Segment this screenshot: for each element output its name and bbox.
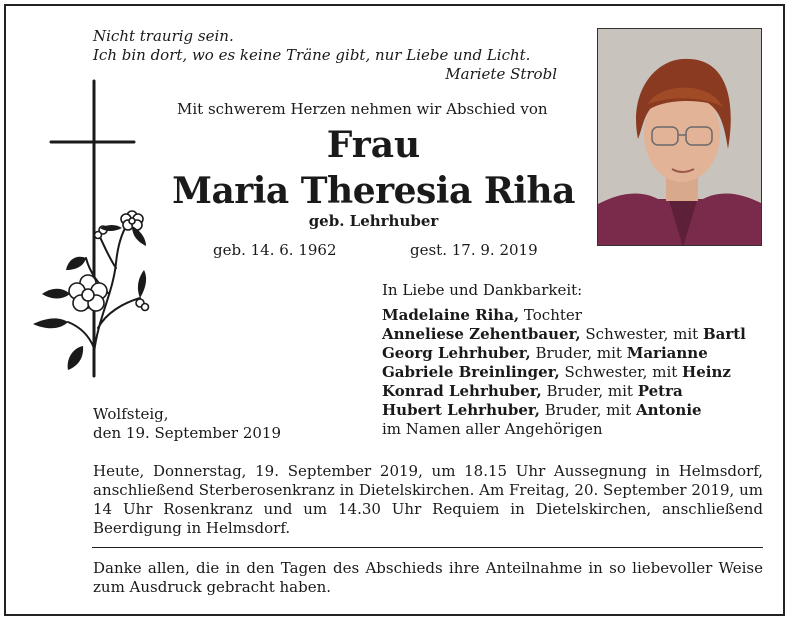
mourner-partner: Heinz <box>682 363 731 381</box>
mourner-partner: Petra <box>637 382 683 400</box>
mourner-row <box>382 363 746 382</box>
mourner-partner: Antonie <box>635 401 702 419</box>
mourner-name: Anneliese Zehentbauer, <box>382 325 581 343</box>
place: Wolfsteig, <box>93 405 169 423</box>
mourner-relation: Bruder, mit <box>539 401 636 419</box>
deceased-name: Maria Theresia Riha <box>172 170 575 212</box>
mourner-name: Madelaine Riha, <box>382 306 520 324</box>
mourner-relation: Schwester, mit <box>580 325 703 343</box>
mourner-row <box>382 382 746 401</box>
portrait-photo <box>597 28 762 246</box>
birth-date: geb. 14. 6. 1962 <box>213 241 337 259</box>
mourner-row <box>382 401 746 420</box>
mourner-row <box>382 306 746 325</box>
mourner-name: Georg Lehrhuber, <box>382 344 531 362</box>
death-date: gest. 17. 9. 2019 <box>410 241 538 259</box>
place-date: den 19. September 2019 <box>93 424 282 442</box>
gratitude-heading: In Liebe und Dankbarkeit: <box>382 281 583 299</box>
maiden-name: geb. Lehrhuber <box>308 212 439 230</box>
mourner-relation: Tochter <box>519 306 582 324</box>
mourner-name: Hubert Lehrhuber, <box>382 401 540 419</box>
portrait-image <box>598 29 762 246</box>
mourner-relation: Schwester, mit <box>559 363 683 381</box>
mourner-partner: Marianne <box>626 344 708 362</box>
cross-with-flowers-icon <box>28 78 158 378</box>
mourner-row <box>382 325 746 344</box>
mourner-partner: Bartl <box>702 325 746 343</box>
mourner-relation: Bruder, mit <box>530 344 627 362</box>
service-details: Heute, Donnerstag, 19. September 2019, um 18.15 Uhr Aussegnung in Helmsdorf, anschließend Sterberosenkranz in Dietelskirchen. Am Freitag, 20. September 2019, um 14 Uhr Rosenkranz und um 14.30 Uhr Requiem in Dietelskirchen, anschließend Beerdigung in Helmsdorf. <box>93 462 763 537</box>
poem-line-1: Nicht traurig sein. <box>93 27 234 45</box>
salutation: Frau <box>326 124 421 166</box>
mourners-closing: im Namen aller Angehörigen <box>382 420 603 438</box>
mourner-relation: Bruder, mit <box>541 382 638 400</box>
mourner-name: Konrad Lehrhuber, <box>382 382 542 400</box>
mourners-list <box>382 306 746 439</box>
mourner-row <box>382 344 746 363</box>
divider <box>92 547 763 548</box>
poem-author: Mariete Strobl <box>445 65 557 83</box>
mourner-name: Gabriele Breinlinger, <box>382 363 560 381</box>
intro-text: Mit schwerem Herzen nehmen wir Abschied von <box>177 100 548 118</box>
poem-line-2: Ich bin dort, wo es keine Träne gibt, nur Liebe und Licht. <box>93 46 531 64</box>
thanks-text: Danke allen, die in den Tagen des Abschieds ihre Anteilnahme in so liebevoller Weise zum Ausdruck gebracht haben. <box>93 559 763 596</box>
